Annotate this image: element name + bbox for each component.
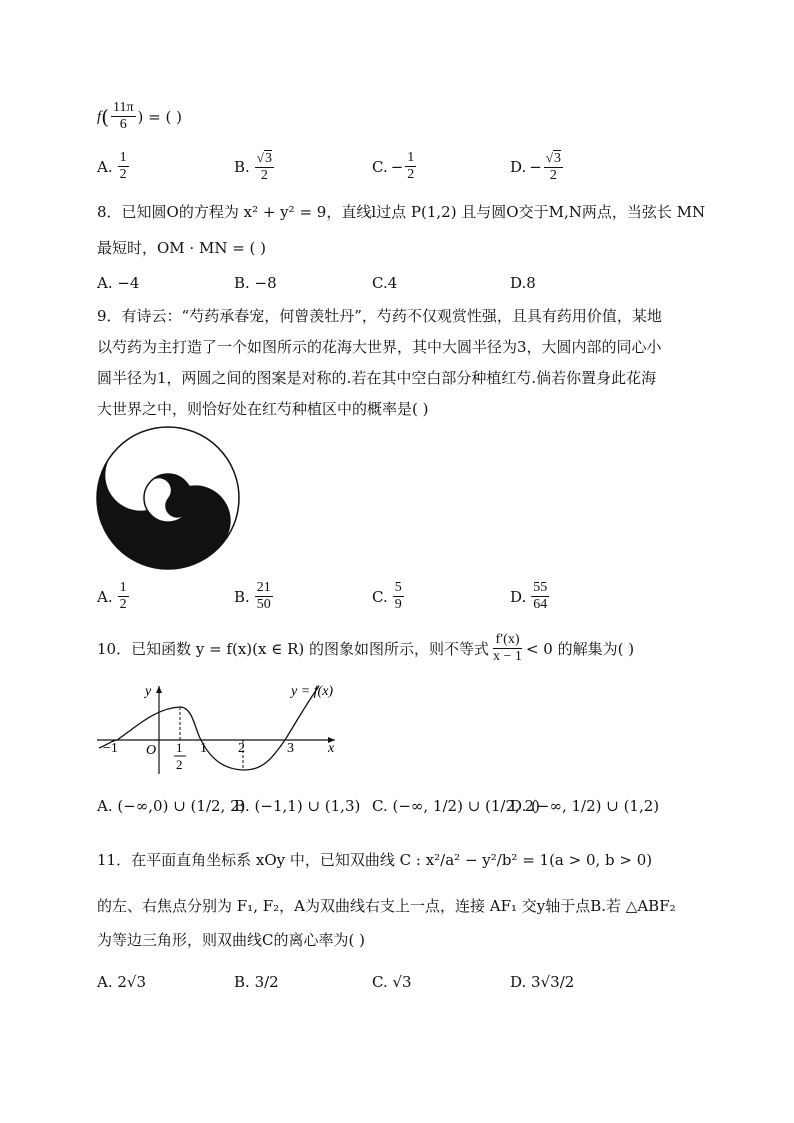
q10-frac-num: f′(x): [495, 632, 520, 647]
q11-options: [97, 972, 697, 994]
option-text: √3: [392, 973, 412, 991]
q7-stem: f ( $\frac{11\pi}{6}$ ) = ( ): [97, 100, 182, 132]
option-letter: C.: [372, 973, 388, 991]
option-text: 3/2: [254, 973, 279, 991]
q7-option-c[interactable]: [372, 150, 418, 183]
q7-stem-num: 11π: [112, 100, 134, 115]
option-text: 2√3: [117, 973, 147, 991]
option-num: 3: [264, 151, 272, 166]
tick-two: 2: [238, 741, 245, 756]
option-den: 64: [533, 597, 548, 612]
option-den: 50: [256, 597, 271, 612]
q7-stem-fraction: [111, 100, 136, 133]
option-text: 3√3/2: [531, 973, 575, 991]
option-letter: D.: [510, 587, 527, 606]
option-sign: −: [390, 157, 404, 176]
option-den: 2: [549, 168, 557, 183]
tick-half-den: 2: [176, 757, 183, 772]
option-letter: D.: [510, 973, 527, 991]
q10-options: [97, 796, 737, 818]
option-letter: B.: [234, 973, 250, 991]
q11-line3: 为等边三角形，则双曲线C的离心率为( ): [97, 931, 365, 949]
origin-label: O: [146, 743, 157, 758]
q11-line1: 11．在平面直角坐标系 xOy 中，已知双曲线 C : x²/a² − y²/b² = 1(a > 0, b > 0): [97, 851, 653, 869]
q11-option-c[interactable]: [372, 972, 412, 992]
q10-stem-b: < 0 的解集为( ): [525, 639, 635, 658]
q9-line1: 9．有诗云：“芍药承春宠，何曾羡牡丹”，芍药不仅观赏性强，且具有药用价值，某地: [97, 307, 662, 325]
q7-stem-den: 6: [119, 117, 127, 132]
q8-option-c[interactable]: C.4: [372, 274, 398, 292]
tick-minus-one: −1: [103, 741, 118, 756]
q8-option-d[interactable]: D.8: [510, 274, 536, 292]
q7-options: [97, 150, 617, 194]
option-letter: B.: [234, 158, 250, 176]
q10-option-a[interactable]: A. (−∞,0) ∪ (1/2, 2): [97, 797, 246, 815]
q10-fraction: [491, 632, 524, 665]
option-num: 55: [533, 580, 548, 595]
q9-option-a[interactable]: [97, 580, 131, 613]
q9-line2: 以芍药为主打造了一个如图所示的花海大世界，其中大圆半径为3，大圆内部的同心小: [97, 338, 662, 356]
option-sign: −: [529, 158, 542, 176]
q7-option-a[interactable]: [97, 150, 131, 183]
q8-line1: 8．已知圆O的方程为 x² + y² = 9，直线l过点 P(1,2) 且与圆O交于M,N两点，当弦长 MN: [97, 203, 706, 221]
option-num: 21: [256, 580, 271, 595]
q11-option-d[interactable]: [510, 972, 574, 992]
y-axis-arrow-icon: [156, 686, 162, 693]
option-letter: A.: [97, 157, 113, 176]
option-num: 3: [553, 151, 561, 166]
option-num: 1: [119, 150, 127, 165]
tick-one: 1: [200, 741, 207, 756]
option-den: 2: [119, 167, 127, 182]
q11-line2: 的左、右焦点分别为 F₁, F₂，A为双曲线右支上一点，连接 AF₁ 交y轴于点B.若 △ABF₂: [97, 897, 676, 915]
q8-option-b[interactable]: B. −8: [234, 274, 277, 292]
q10-stem: [97, 632, 634, 665]
q11-option-b[interactable]: [234, 972, 279, 992]
yin-yang-figure: [95, 425, 241, 571]
option-letter: C.: [372, 157, 388, 176]
curve-label: y = f(x): [291, 684, 334, 699]
q10-option-d[interactable]: D. (−∞, 1/2) ∪ (1,2): [510, 797, 660, 815]
option-num: 1: [119, 580, 127, 595]
function-curve: [99, 686, 319, 770]
q8-line2: 最短时，OM · MN = ( ): [97, 239, 267, 257]
option-den: 2: [260, 168, 268, 183]
option-letter: A.: [97, 973, 113, 991]
option-den: 2: [119, 597, 127, 612]
q7-option-b[interactable]: B. $\frac{√3}{2}$: [234, 150, 272, 183]
q9-option-b[interactable]: [234, 580, 275, 613]
q11-option-a[interactable]: [97, 972, 146, 992]
q9-line3: 圆半径为1，两圆之间的图案是对称的.若在其中空白部分种植红芍.倘若你置身此花海: [97, 369, 657, 387]
q8-options: [97, 273, 697, 293]
q7-stem-tail: ) = ( ): [137, 107, 182, 126]
option-num: 1: [407, 150, 415, 165]
option-letter: D.: [510, 158, 527, 176]
tick-three: 3: [287, 741, 294, 756]
q9-line4: 大世界之中，则恰好处在红芍种植区中的概率是( ): [97, 400, 429, 418]
option-letter: A.: [97, 587, 113, 606]
option-letter: B.: [234, 587, 250, 606]
q10-stem-a: 10．已知函数 y = f(x)(x ∈ R) 的图象如图所示，则不等式: [97, 639, 490, 658]
tick-half-num: 1: [176, 740, 183, 755]
option-letter: C.: [372, 587, 388, 606]
q7-option-d[interactable]: D. − $\frac{√3}{2}$: [510, 150, 561, 183]
q9-option-d[interactable]: [510, 580, 551, 613]
q10-option-c[interactable]: C. (−∞, 1/2) ∪ (1/2, 2): [372, 797, 540, 815]
q8-option-a[interactable]: A. −4: [97, 274, 140, 292]
q10-function-graph: [95, 680, 355, 780]
x-axis-label: x: [328, 741, 335, 756]
q9-option-c[interactable]: [372, 580, 406, 613]
y-axis-label: y: [145, 684, 152, 699]
q10-option-b[interactable]: B. (−1,1) ∪ (1,3): [234, 797, 361, 815]
option-den: 9: [394, 597, 402, 612]
q7-f: f: [97, 108, 102, 125]
option-num: 5: [394, 580, 402, 595]
q9-options: [97, 580, 617, 624]
option-den: 2: [407, 167, 415, 182]
q10-frac-den: x − 1: [493, 649, 522, 664]
